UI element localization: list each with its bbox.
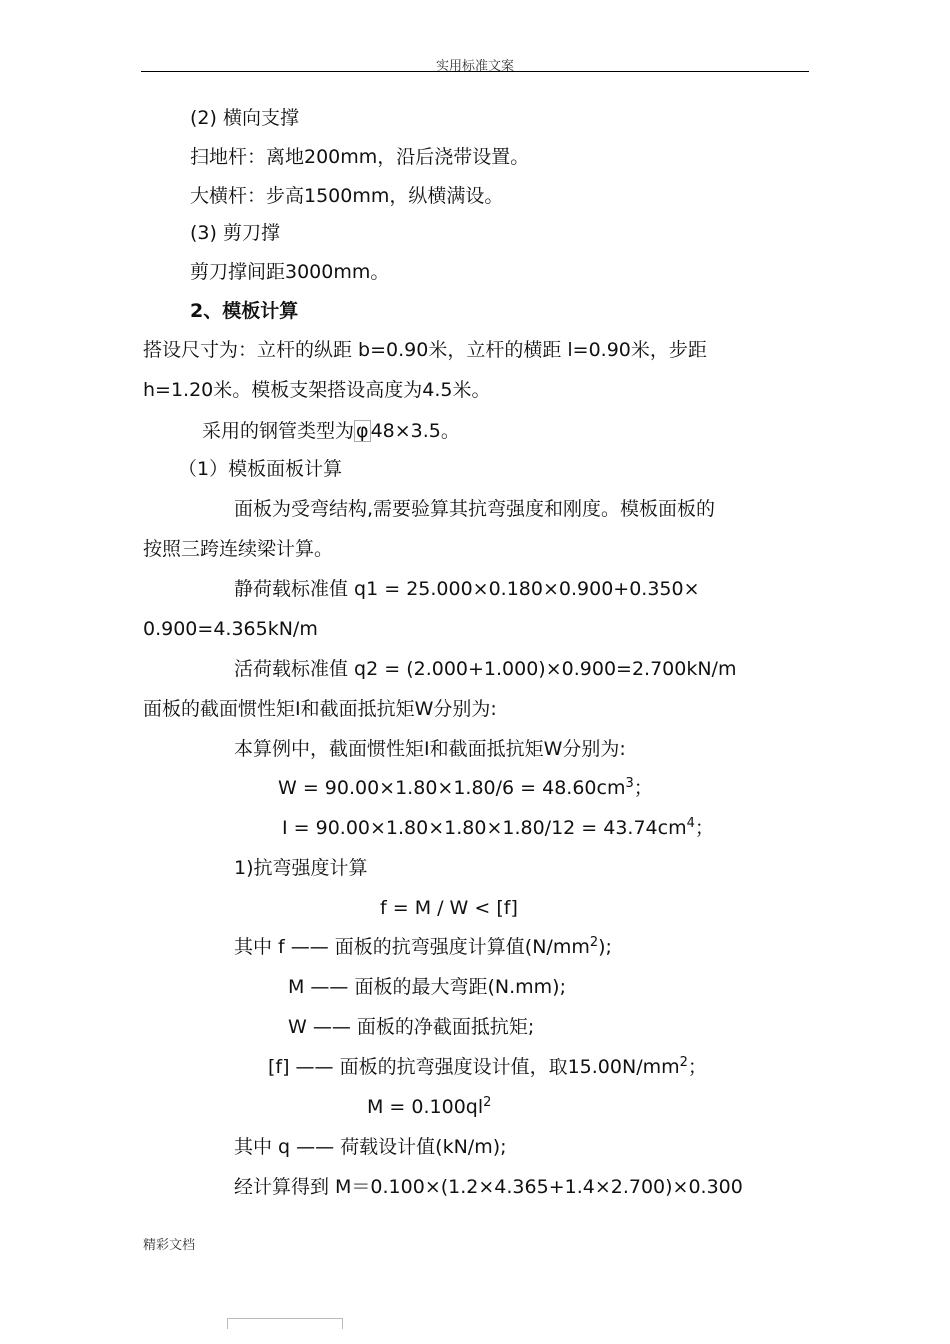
superscript: 4	[686, 816, 695, 831]
text-line: 1)抗弯强度计算	[234, 857, 368, 879]
text-run: I = 90.00×1.80×1.80×1.80/12 = 43.74cm	[282, 817, 687, 839]
definition-line: M —— 面板的最大弯距(N.mm);	[288, 976, 566, 998]
formula-line: f = M / W < [f]	[380, 897, 518, 919]
text-line: (2) 横向支撑	[190, 107, 299, 129]
superscript: 2	[483, 1095, 492, 1110]
text-line: 面板为受弯结构,需要验算其抗弯强度和刚度。模板面板的	[234, 498, 716, 520]
superscript: 2	[589, 935, 599, 950]
page-header: 实用标准文案	[435, 59, 514, 74]
definition-line: W —— 面板的净截面抵抗矩;	[288, 1016, 535, 1038]
text-line: 本算例中，截面惯性矩I和截面抵抗矩W分别为:	[234, 738, 626, 760]
text-line: 剪刀撑间距3000mm。	[190, 261, 390, 283]
text-run: );	[598, 936, 612, 958]
text-line: 0.900=4.365kN/m	[143, 618, 318, 640]
header-divider	[141, 71, 809, 72]
definition-line	[234, 935, 612, 959]
text-run: ；	[633, 777, 653, 799]
formula-w	[278, 776, 653, 800]
text-line: 大横杆：步高1500mm，纵横满设。	[190, 185, 504, 207]
superscript: 3	[625, 776, 634, 791]
page-corner-mark	[227, 1318, 343, 1329]
text-line: 扫地杆：离地200mm，沿后浇带设置。	[190, 146, 530, 168]
definition-line: 其中 q —— 荷载设计值(kN/m);	[234, 1136, 507, 1158]
text-run: 其中 f —— 面板的抗弯强度计算值(N/mm	[234, 936, 590, 958]
formula-i	[282, 816, 714, 840]
subsection-heading: （1）模板面板计算	[178, 458, 343, 480]
text-line	[202, 419, 460, 443]
text-line: h=1.20米。模板支架搭设高度为4.5米。	[143, 379, 491, 401]
text-line: 按照三跨连续梁计算。	[143, 538, 334, 560]
text-run: 采用的钢管类型为	[202, 420, 355, 442]
page-footer: 精彩文档	[143, 1238, 196, 1253]
text-run: W = 90.00×1.80×1.80/6 = 48.60cm	[278, 777, 626, 799]
text-line: 静荷载标准值 q1 = 25.000×0.180×0.900+0.350×	[234, 578, 700, 600]
text-run: M = 0.100ql	[367, 1096, 484, 1118]
text-run: [f] —— 面板的抗弯强度设计值，取15.00N/mm	[268, 1056, 680, 1078]
phi-symbol: φ	[356, 420, 369, 442]
text-line: 搭设尺寸为：立杆的纵距 b=0.90米，立杆的横距 l=0.90米，步距	[143, 339, 707, 361]
text-line: 活荷载标准值 q2 = (2.000+1.000)×0.900=2.700kN/m	[234, 658, 737, 680]
section-heading: 2、模板计算	[190, 300, 299, 322]
formula-line	[367, 1095, 491, 1119]
text-line: 经计算得到 M＝0.100×(1.2×4.365+1.4×2.700)×0.300	[234, 1176, 743, 1198]
text-run: 48×3.5。	[370, 420, 460, 442]
text-line: 面板的截面惯性矩I和截面抵抗矩W分别为:	[143, 698, 497, 720]
text-run: ；	[694, 817, 714, 839]
superscript: 2	[679, 1055, 688, 1070]
text-run: ；	[687, 1056, 707, 1078]
text-line: (3) 剪刀撑	[190, 222, 280, 244]
definition-line	[268, 1055, 707, 1079]
